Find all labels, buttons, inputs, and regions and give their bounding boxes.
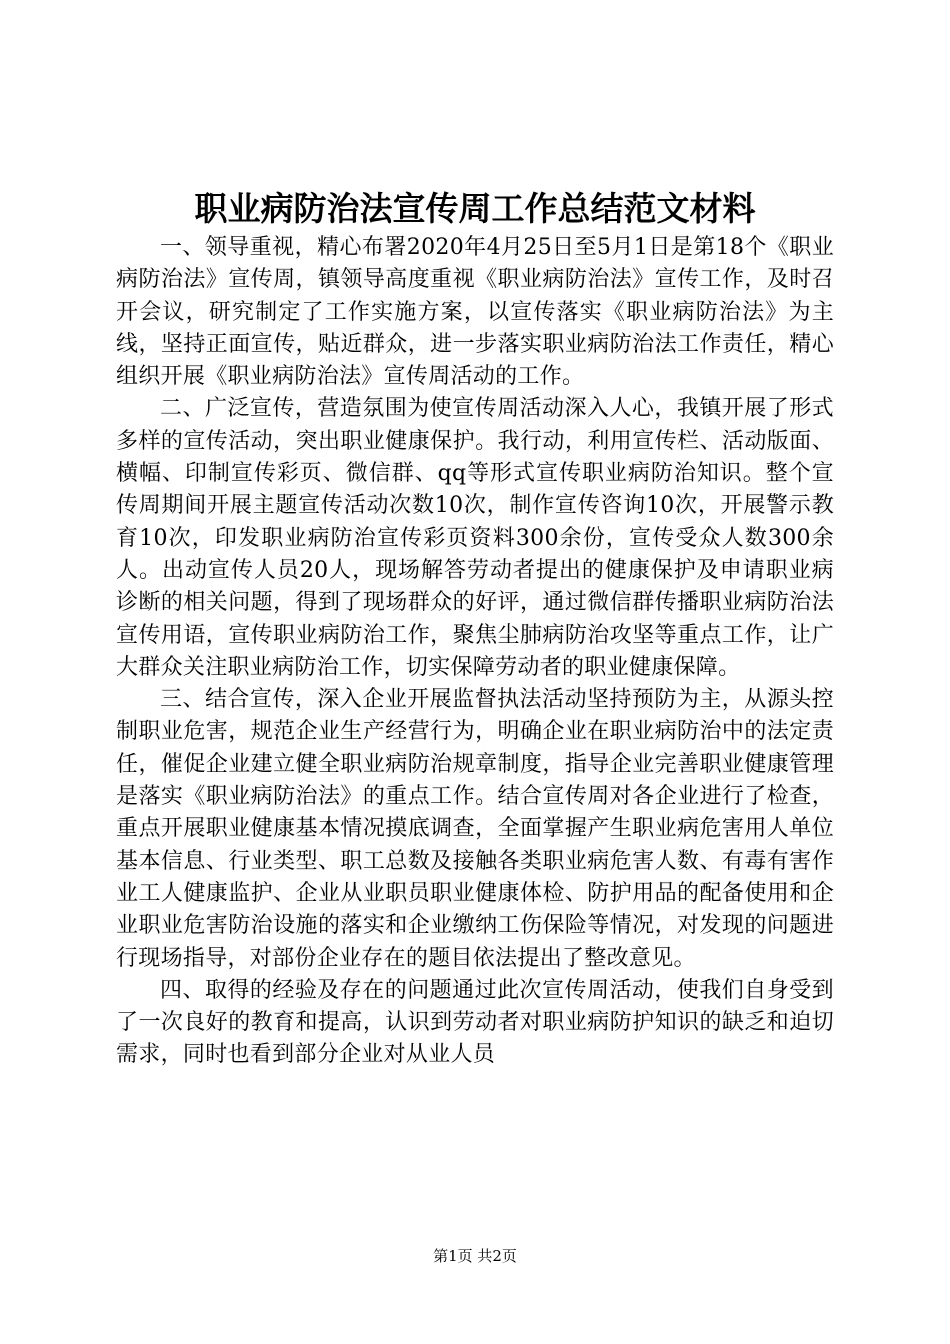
paragraph-4: 四、取得的经验及存在的问题通过此次宣传周活动，使我们自身受到了一次良好的教育和提高，认识到劳动者对职业病防护知识的缺乏和迫切需求，同时也看到部分企业对从业人员 xyxy=(116,977,834,1068)
document-body xyxy=(116,232,834,1072)
paragraph-2: 二、广泛宣传，营造氛围为使宣传周活动深入人心，我镇开展了形式多样的宣传活动，突出职业健康保护。我行动，利用宣传栏、活动版面、横幅、印制宣传彩页、微信群、qq等形式宣传职业病防治知识。整个宣传周期间开展主题宣传活动次数10次，制作宣传咨询10次，开展警示教育10次，印发职业病防治宣传彩页资料300余份，宣传受众人数300余人。出动宣传人员20人，现场解答劳动者提出的健康保护及申请职业病诊断的相关问题，得到了现场群众的好评，通过微信群传播职业病防治法宣传用语，宣传职业病防治工作，聚焦尘肺病防治攻坚等重点工作，让广大群众关注职业病防治工作，切实保障劳动者的职业健康保障。 xyxy=(116,396,834,680)
document-title: 职业病防治法宣传周工作总结范文材料 xyxy=(194,189,756,228)
paragraph-1: 一、领导重视，精心布署2020年4月25日至5月1日是第18个《职业病防治法》宣传周，镇领导高度重视《职业病防治法》宣传工作，及时召开会议，研究制定了工作实施方案，以宣传落实《职业病防治法》为主线，坚持正面宣传，贴近群众，进一步落实职业病防治法工作责任，精心组织开展《职业病防治法》宣传周活动的工作。 xyxy=(116,235,834,390)
paragraph-3: 三、结合宣传，深入企业开展监督执法活动坚持预防为主，从源头控制职业危害，规范企业生产经营行为，明确企业在职业病防治中的法定责任，催促企业建立健全职业病防治规章制度，指导企业完善职业健康管理是落实《职业病防治法》的重点工作。结合宣传周对各企业进行了检查，重点开展职业健康基本情况摸底调查，全面掌握产生职业病危害用人单位基本信息、行业类型、职工总数及接触各类职业病危害人数、有毒有害作业工人健康监护、企业从业职员职业健康体检、防护用品的配备使用和企业职业危害防治设施的落实和企业缴纳工伤保险等情况，对发现的问题进行现场指导，对部份企业存在的题目依法提出了整改意见。 xyxy=(116,687,834,971)
page-number-footer: 第1页 共2页 xyxy=(433,1247,517,1265)
